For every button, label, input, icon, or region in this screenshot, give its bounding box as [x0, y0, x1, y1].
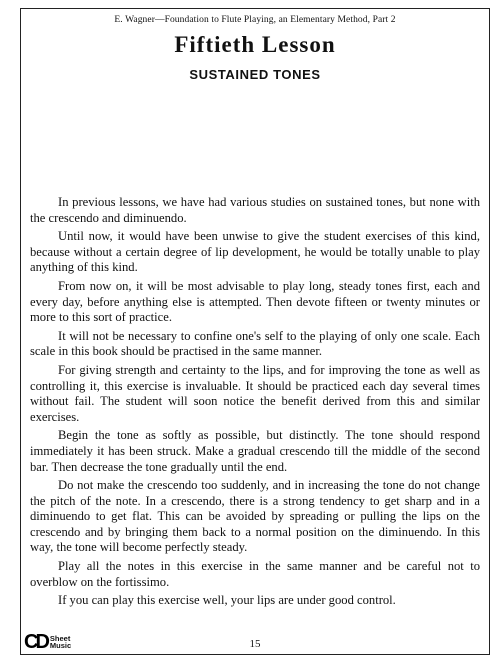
lesson-subtitle: SUSTAINED TONES	[189, 67, 321, 82]
logo-word-sheet: Sheet	[49, 633, 71, 643]
logo-mark: CD	[24, 631, 47, 653]
page-number: 15	[249, 638, 261, 650]
paragraph: For giving strength and certainty to the lips, and for improving the tone as well as controlling it, this exercise is invaluable. It should be practiced each day several times without fail. The student will soon notice the benefit derived from this and similar exercises.	[30, 362, 480, 424]
logo-word-music: Music	[49, 641, 72, 650]
lesson-title: Fiftieth Lesson	[174, 32, 336, 57]
paragraph: In previous lessons, we have had various studies on sustained tones, but none with the crescendo and diminuendo.	[30, 195, 480, 225]
paragraph: If you can play this exercise well, your lips are under good control.	[58, 593, 396, 608]
running-header: E. Wagner—Foundation to Flute Playing, an Elementary Method, Part 2	[114, 15, 396, 25]
lesson-body	[30, 195, 480, 609]
paragraph: Do not make the crescendo too suddenly, and in increasing the tone do not change the pitch of the note. In a crescendo, there is a strong tendency to get sharp and in a diminuendo to get flat. This can be avoided by spreading or pulling the lips on the crescendo and by bringing them back to a normal position on the diminuendo. In this way, the tone will become perfectly steady.	[30, 478, 480, 555]
paragraph: From now on, it will be most advisable to play long, steady tones first, each and every day, before anything else is attempted. Then devote fifteen or twenty minutes or more to this sort of practice.	[30, 278, 480, 325]
paragraph: It will not be necessary to confine one's self to the playing of only one scale. Each scale in this book should be practised in the same manner.	[30, 328, 480, 359]
paragraph: Until now, it would have been unwise to give the student exercises of this kind, because without a certain degree of lip development, he would be totally unable to play anything of this kind.	[30, 229, 480, 275]
paragraph: Play all the notes in this exercise in the same manner and be careful not to overblow on the fortissimo.	[30, 559, 480, 589]
paragraph: Begin the tone as softly as possible, but distinctly. The tone should respond immediately it has been struck. Make a gradual crescendo till the middle of the second bar. Then decrease the tone gradually until the end.	[30, 428, 480, 474]
page-frame	[20, 8, 490, 655]
